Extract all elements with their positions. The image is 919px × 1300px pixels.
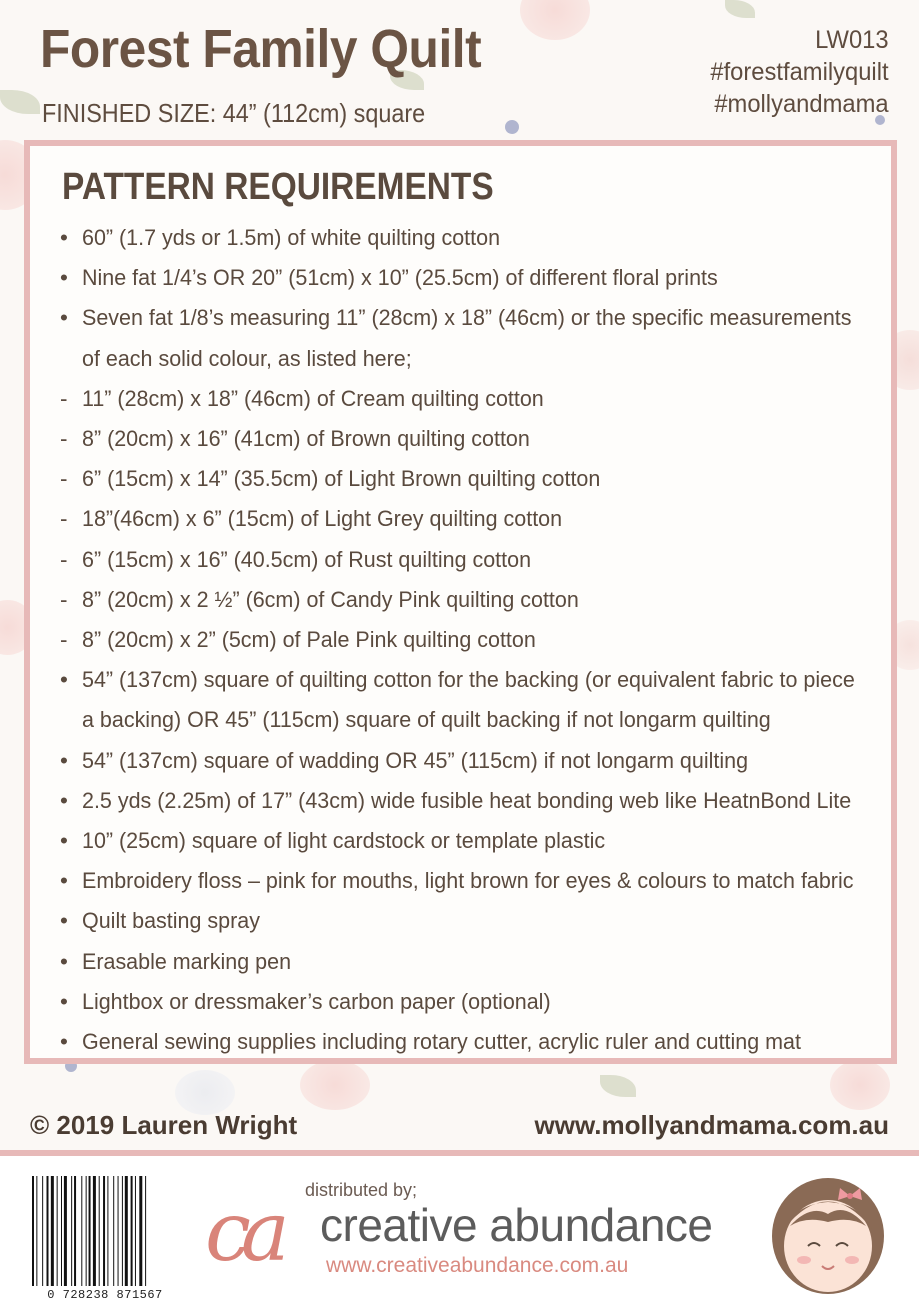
distributor-url[interactable]: www.creativeabundance.com.au: [326, 1254, 629, 1277]
requirement-text: 18”(46cm) x 6” (15cm) of Light Grey quilting cotton: [82, 506, 563, 532]
requirement-text: 8” (20cm) x 2 ½” (6cm) of Candy Pink quilting cotton: [82, 586, 579, 612]
requirement-text: Embroidery floss – pink for mouths, light brown for eyes & colours to match fabric: [82, 868, 854, 894]
list-marker: •: [60, 1029, 68, 1055]
barcode-bar: [103, 1176, 105, 1286]
requirement-text: of each solid colour, as listed here;: [82, 345, 412, 371]
requirement-item: [60, 419, 890, 459]
requirement-text: 54” (137cm) square of quilting cotton for the backing (or equivalent fabric to piece: [82, 667, 855, 693]
distributor-footer: [0, 1150, 919, 1300]
barcode-number: 0 728238 871567: [47, 1288, 163, 1300]
requirement-text: 10” (25cm) square of light cardstock or template plastic: [82, 828, 606, 854]
requirement-item: [60, 1022, 890, 1062]
list-marker: -: [60, 506, 68, 532]
requirement-text: Nine fat 1/4’s OR 20” (51cm) x 10” (25.5cm) of different floral prints: [82, 265, 718, 291]
barcode-bar: [125, 1176, 128, 1286]
barcode-bar: [51, 1176, 54, 1286]
barcode-bar: [32, 1176, 34, 1286]
barcode-bar: [118, 1176, 119, 1286]
barcode-bar: [131, 1176, 133, 1286]
requirement-item: [60, 821, 890, 861]
copyright: © 2019 Lauren Wright: [30, 1110, 298, 1140]
list-marker: -: [60, 385, 68, 411]
barcode-bar: [135, 1176, 136, 1286]
barcode-bar: [122, 1176, 123, 1286]
list-marker: •: [60, 787, 68, 813]
watercolor-flower: [830, 1060, 890, 1110]
watercolor-flower: [300, 1060, 370, 1110]
barcode-bar: [113, 1176, 114, 1286]
list-marker: -: [60, 627, 68, 653]
requirement-item: [60, 258, 890, 298]
finished-size: FINISHED SIZE: 44” (112cm) square: [42, 98, 426, 128]
list-marker: -: [60, 586, 68, 612]
barcode-bar: [99, 1176, 100, 1286]
barcode-bar: [93, 1176, 96, 1286]
requirement-text: 8” (20cm) x 2” (5cm) of Pale Pink quilting cotton: [82, 627, 536, 653]
barcode-bar: [145, 1176, 146, 1286]
requirement-text: 54” (137cm) square of wadding OR 45” (115cm) if not longarm quilting: [82, 747, 749, 773]
requirement-text: Quilt basting spray: [82, 908, 260, 934]
watercolor-berry: [505, 120, 519, 134]
requirement-text: General sewing supplies including rotary cutter, acrylic ruler and cutting mat: [82, 1029, 801, 1055]
requirement-item: [60, 781, 890, 821]
requirement-item: [60, 459, 890, 499]
requirement-item: [60, 660, 890, 700]
list-marker: •: [60, 988, 68, 1014]
requirement-item: [60, 339, 890, 379]
list-marker: -: [60, 466, 68, 492]
creative-abundance-logo-mark: ca: [205, 1185, 280, 1280]
requirements-list: [60, 218, 890, 1062]
requirement-item: [60, 580, 890, 620]
requirement-item: [60, 620, 890, 660]
barcode-bar: [89, 1176, 91, 1286]
watercolor-leaf: [0, 90, 40, 114]
watercolor-flower: [175, 1070, 235, 1115]
distributor-name: creative abundance: [320, 1199, 713, 1251]
barcode-bar: [47, 1176, 49, 1286]
requirements-panel: [24, 140, 897, 1064]
barcode: [30, 1176, 180, 1286]
requirement-text: 6” (15cm) x 16” (40.5cm) of Rust quilting cotton: [82, 546, 532, 572]
requirement-item: [60, 741, 890, 781]
page-title: Forest Family Quilt: [40, 19, 482, 79]
list-marker: •: [60, 225, 68, 250]
requirement-item: [60, 298, 890, 338]
list-marker: •: [60, 747, 68, 773]
requirement-text: Lightbox or dressmaker’s carbon paper (optional): [82, 988, 551, 1014]
requirement-item: [60, 218, 890, 258]
barcode-bar: [86, 1176, 87, 1286]
header-tags: [701, 24, 889, 120]
barcode-bar: [139, 1176, 142, 1286]
molly-and-mama-girl-icon: [770, 1174, 886, 1296]
requirement-item: [60, 901, 890, 941]
requirement-text: 2.5 yds (2.25m) of 17” (43cm) wide fusible heat bonding web like HeatnBond Lite: [82, 787, 852, 813]
hashtag: #mollyandmama: [714, 90, 889, 118]
list-marker: •: [60, 868, 68, 894]
barcode-bar: [42, 1176, 43, 1286]
requirement-item: [60, 540, 890, 580]
list-marker: •: [60, 948, 68, 974]
barcode-bar: [36, 1176, 37, 1286]
list-marker: •: [60, 667, 68, 693]
website-link[interactable]: www.mollyandmama.com.au: [534, 1110, 889, 1140]
requirement-item: [60, 499, 890, 539]
requirement-text: Erasable marking pen: [82, 948, 292, 974]
list-marker: •: [60, 828, 68, 854]
distributed-by-label: distributed by;: [305, 1180, 418, 1200]
watercolor-leaf: [725, 0, 755, 18]
requirement-text: 6” (15cm) x 14” (35.5cm) of Light Brown quilting cotton: [82, 466, 601, 492]
requirement-text: Seven fat 1/8’s measuring 11” (28cm) x 18” (46cm) or the specific measurements: [82, 305, 852, 331]
requirement-item: [60, 942, 890, 982]
watercolor-leaf: [600, 1075, 636, 1097]
hashtag: #forestfamilyquilt: [710, 58, 889, 86]
list-marker: •: [60, 908, 68, 934]
requirement-item: [60, 700, 890, 740]
requirement-text: a backing) OR 45” (115cm) square of quilt backing if not longarm quilting: [82, 707, 771, 733]
list-marker: -: [60, 426, 68, 452]
barcode-bar: [61, 1176, 62, 1286]
requirement-item: [60, 982, 890, 1022]
list-marker: -: [60, 546, 68, 572]
barcode-bar: [107, 1176, 108, 1286]
requirement-item: [60, 861, 890, 901]
barcode-bar: [71, 1176, 72, 1286]
list-marker: •: [60, 305, 68, 331]
requirement-text: 8” (20cm) x 16” (41cm) of Brown quilting cotton: [82, 426, 530, 452]
barcode-bar: [64, 1176, 67, 1286]
requirement-item: [60, 379, 890, 419]
requirement-text: 11” (28cm) x 18” (46cm) of Cream quilting cotton: [82, 385, 544, 411]
requirements-heading: PATTERN REQUIREMENTS: [62, 166, 494, 208]
pattern-code: LW013: [815, 26, 889, 54]
barcode-bar: [81, 1176, 82, 1286]
list-marker: •: [60, 265, 68, 291]
watercolor-flower: [520, 0, 590, 40]
barcode-bar: [57, 1176, 58, 1286]
requirement-text: 60” (1.7 yds or 1.5m) of white quilting cotton: [82, 225, 501, 250]
barcode-bar: [74, 1176, 76, 1286]
